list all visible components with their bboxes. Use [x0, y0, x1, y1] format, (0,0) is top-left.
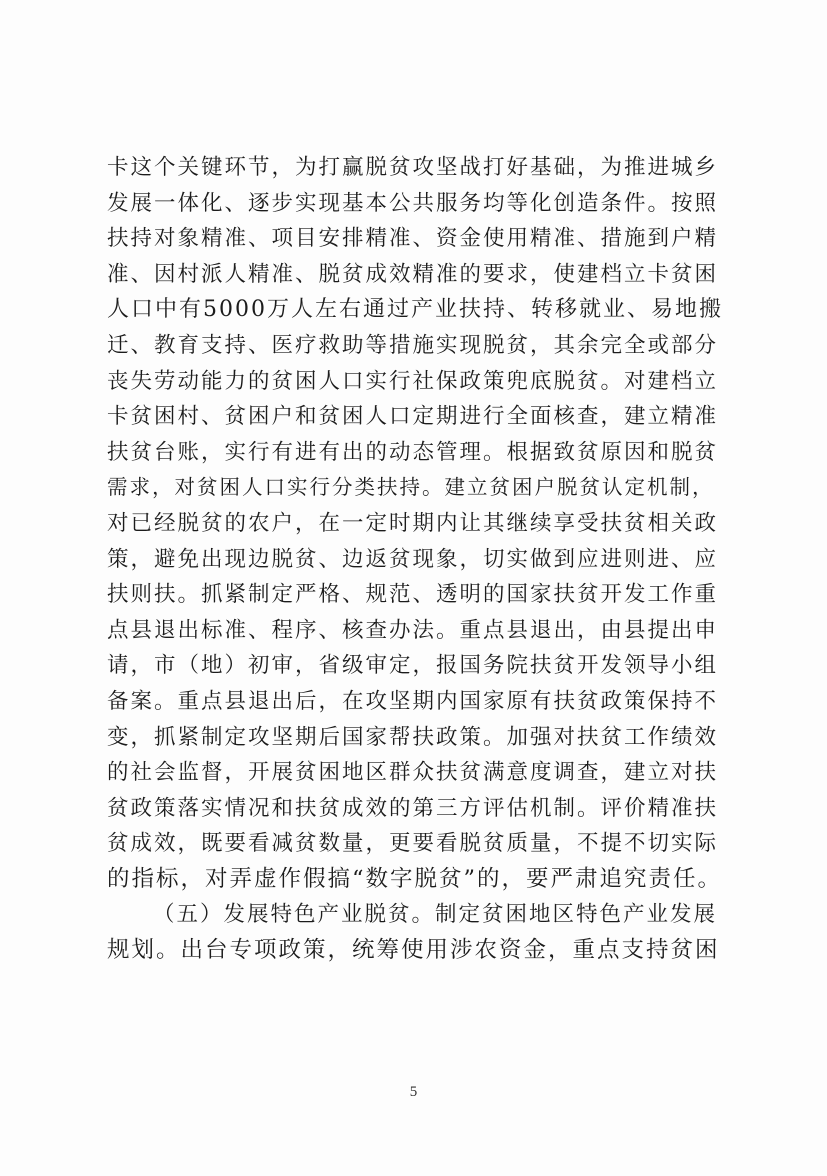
text-line: 贫成效，既要看减贫数量，更要看脱贫质量，不提不切实际 — [107, 831, 719, 857]
text-line: 扶则扶。抓紧制定严格、规范、透明的国家扶贫开发工作重 — [107, 582, 719, 608]
text-line: 的指标，对弄虚作假搞“数字脱贫”的，要严肃追究责任。 — [107, 865, 723, 892]
text-line: 卡贫困村、贫困户和贫困人口定期进行全面核查，建立精准 — [107, 404, 719, 430]
text-line: 规划。出台专项政策，统筹使用涉农资金，重点支持贫困 — [107, 937, 720, 964]
text-line: 变，抓紧制定攻坚期后国家帮扶政策。加强对扶贫工作绩效 — [107, 724, 719, 750]
text-line: 贫政策落实情况和扶贫成效的第三方评估机制。评价精准扶 — [107, 795, 719, 821]
text-line: 对已经脱贫的农户，在一定时期内让其继续享受扶贫相关政 — [107, 510, 719, 536]
text-line: 请，市（地）初审，省级审定，报国务院扶贫开发领导小组 — [107, 653, 719, 679]
text-line: 人口中有5000万人左右通过产业扶持、转移就业、易地搬 — [107, 297, 723, 323]
text-line: 丧失劳动能力的贫困人口实行社保政策兜底脱贫。对建档立 — [107, 368, 719, 394]
text-line: 迁、教育支持、医疗救助等措施实现脱贫，其余完全或部分 — [107, 332, 719, 358]
text-line: 准、因村派人精准、脱贫成效精准的要求，使建档立卡贫困 — [107, 261, 719, 287]
text-line: 扶贫台账，实行有进有出的动态管理。根据致贫原因和脱贫 — [107, 439, 719, 465]
text-line: 扶持对象精准、项目安排精准、资金使用精准、措施到户精 — [107, 226, 719, 252]
section-heading-line: （五）发展特色产业脱贫。制定贫困地区特色产业发展 — [153, 902, 718, 928]
text-line: 卡这个关键环节，为打赢脱贫攻坚战打好基础，为推进城乡 — [107, 155, 719, 180]
text-line: 备案。重点县退出后，在攻坚期内国家原有扶贫政策保持不 — [107, 688, 719, 714]
body-text — [107, 150, 727, 969]
text-line: 需求，对贫困人口实行分类扶持。建立贫困户脱贫认定机制， — [107, 475, 715, 500]
text-line: 点县退出标准、程序、核查办法。重点县退出，由县提出申 — [107, 617, 719, 643]
text-line: 的社会监督，开展贫困地区群众扶贫满意度调查，建立对扶 — [107, 760, 719, 786]
page-number: 5 — [409, 1084, 418, 1100]
text-line: 发展一体化、逐步实现基本公共服务均等化创造条件。按照 — [107, 190, 719, 216]
text-line: 策，避免出现边脱贫、边返贫现象，切实做到应进则进、应 — [107, 546, 719, 572]
